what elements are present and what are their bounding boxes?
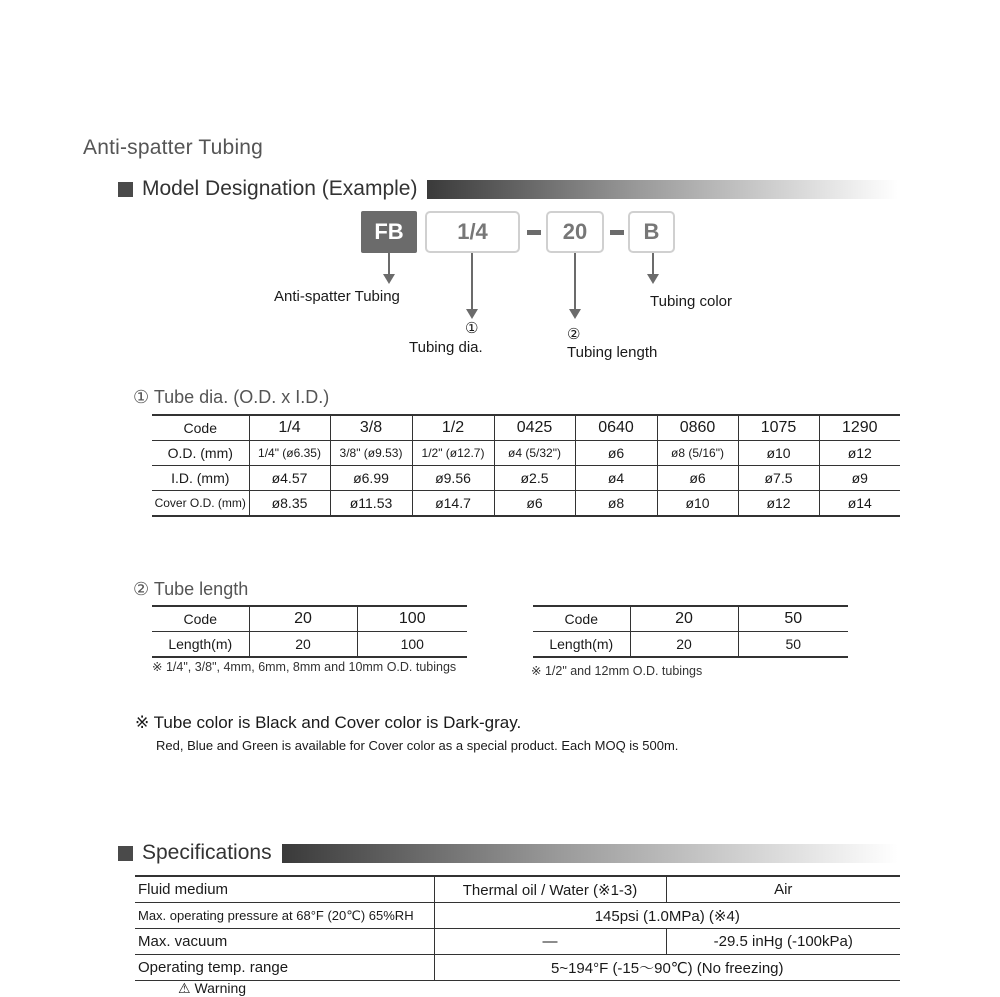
table-cell: 3/8" (ø9.53) xyxy=(330,441,412,466)
tube-length-note-2: ※ 1/2" and 12mm O.D. tubings xyxy=(531,664,703,678)
code-dash-1 xyxy=(527,230,541,235)
table-cell: ø7.5 xyxy=(738,466,819,491)
table-cell: ø12 xyxy=(819,441,900,466)
table-cell: ø14 xyxy=(819,491,900,517)
table-cell: 0640 xyxy=(575,415,657,441)
spec-value: Air xyxy=(666,876,900,903)
tube-length-table-2 xyxy=(533,605,848,658)
code-dia-box: 1/4 xyxy=(425,211,520,253)
table-cell: Code xyxy=(152,606,249,632)
tube-length-table-1 xyxy=(152,605,467,658)
tube-dia-heading: ① Tube dia. (O.D. x I.D.) xyxy=(133,387,330,407)
code-dash-2 xyxy=(610,230,624,235)
table-row xyxy=(533,606,848,632)
table-row xyxy=(152,441,900,466)
table-cell: ø8.35 xyxy=(249,491,330,517)
table-cell: ø6 xyxy=(575,441,657,466)
table-cell: 1/2 xyxy=(412,415,494,441)
tube-dia-table xyxy=(152,414,900,517)
table-cell: 100 xyxy=(357,606,467,632)
spec-label: Max. vacuum xyxy=(135,929,434,955)
spec-label: Fluid medium xyxy=(135,876,434,903)
section-square-icon xyxy=(118,846,133,861)
table-cell: ø4 (5/32") xyxy=(494,441,575,466)
tube-length-note-1: ※ 1/4", 3/8", 4mm, 6mm, 8mm and 10mm O.D. tubings xyxy=(152,660,457,674)
model-designation-heading xyxy=(118,176,898,202)
table-cell: Code xyxy=(152,415,249,441)
table-row xyxy=(135,876,900,903)
spec-value: 5~194°F (-15～90℃) (No freezing) xyxy=(434,955,900,981)
table-cell: ø8 (5/16") xyxy=(657,441,738,466)
section-gradient-bar xyxy=(427,180,898,199)
table-cell: 3/8 xyxy=(330,415,412,441)
specifications-title: Specifications xyxy=(142,841,272,864)
spec-value: 145psi (1.0MPa) (※4) xyxy=(434,903,900,929)
spec-value: — xyxy=(434,929,666,955)
table-cell: ø8 xyxy=(575,491,657,517)
table-cell: 0425 xyxy=(494,415,575,441)
tube-length-heading: ② Tube length xyxy=(133,579,249,599)
table-row xyxy=(533,632,848,658)
label-anti-spatter-tubing: Anti-spatter Tubing xyxy=(274,288,400,305)
spec-label: Operating temp. range xyxy=(135,955,434,981)
color-note-sub: Red, Blue and Green is available for Cover color as a special product. Each MOQ is 500m. xyxy=(156,738,679,753)
label-tubing-dia: Tubing dia. xyxy=(409,339,483,356)
table-cell: 20 xyxy=(249,606,357,632)
model-designation-title: Model Designation (Example) xyxy=(142,177,418,200)
table-cell: ø2.5 xyxy=(494,466,575,491)
table-row xyxy=(135,903,900,929)
code-fb-box: FB xyxy=(361,211,417,253)
specifications-heading xyxy=(118,840,898,866)
label-tubing-color: Tubing color xyxy=(650,293,732,310)
spec-value: -29.5 inHg (-100kPa) xyxy=(666,929,900,955)
table-cell: ø12 xyxy=(738,491,819,517)
table-cell: I.D. (mm) xyxy=(152,466,249,491)
table-cell: ø9 xyxy=(819,466,900,491)
table-cell: 1075 xyxy=(738,415,819,441)
table-row xyxy=(152,606,467,632)
table-cell: Code xyxy=(533,606,630,632)
table-cell: ø4 xyxy=(575,466,657,491)
table-cell: ø10 xyxy=(738,441,819,466)
spec-label: Max. operating pressure at 68°F (20℃) 65%RH xyxy=(135,903,434,929)
table-cell: 50 xyxy=(738,606,848,632)
table-cell: ø9.56 xyxy=(412,466,494,491)
code-length-box: 20 xyxy=(546,211,604,253)
table-cell: Cover O.D. (mm) xyxy=(152,491,249,517)
table-row xyxy=(152,415,900,441)
label-tubing-length: Tubing length xyxy=(567,344,658,361)
table-cell: ø14.7 xyxy=(412,491,494,517)
specifications-table xyxy=(135,875,900,981)
table-cell: 1/4" (ø6.35) xyxy=(249,441,330,466)
table-cell: 1/4 xyxy=(249,415,330,441)
table-cell: ø11.53 xyxy=(330,491,412,517)
table-cell: ø10 xyxy=(657,491,738,517)
table-cell: ø6 xyxy=(657,466,738,491)
table-row xyxy=(135,955,900,981)
table-cell: Length(m) xyxy=(152,632,249,658)
table-cell: 20 xyxy=(630,606,738,632)
table-cell: 100 xyxy=(357,632,467,658)
page-title: Anti-spatter Tubing xyxy=(83,136,264,159)
label-length-number: ② xyxy=(567,326,581,343)
table-cell: 20 xyxy=(249,632,357,658)
table-cell: Length(m) xyxy=(533,632,630,658)
section-gradient-bar xyxy=(282,844,898,863)
table-cell: ø6 xyxy=(494,491,575,517)
table-cell: 1290 xyxy=(819,415,900,441)
label-dia-number: ① xyxy=(465,320,479,337)
table-cell: ø6.99 xyxy=(330,466,412,491)
table-cell: O.D. (mm) xyxy=(152,441,249,466)
color-note-main: ※ Tube color is Black and Cover color is Dark-gray. xyxy=(135,713,522,732)
section-square-icon xyxy=(118,182,133,197)
spec-value: Thermal oil / Water (※1-3) xyxy=(434,876,666,903)
table-row xyxy=(135,929,900,955)
table-row xyxy=(152,491,900,517)
table-cell: 20 xyxy=(630,632,738,658)
table-row xyxy=(152,632,467,658)
warning-text-cut: ⚠ Warning xyxy=(178,980,247,996)
code-color-box: B xyxy=(628,211,675,253)
table-cell: ø4.57 xyxy=(249,466,330,491)
table-cell: 1/2" (ø12.7) xyxy=(412,441,494,466)
table-cell: 50 xyxy=(738,632,848,658)
table-row xyxy=(152,466,900,491)
table-cell: 0860 xyxy=(657,415,738,441)
